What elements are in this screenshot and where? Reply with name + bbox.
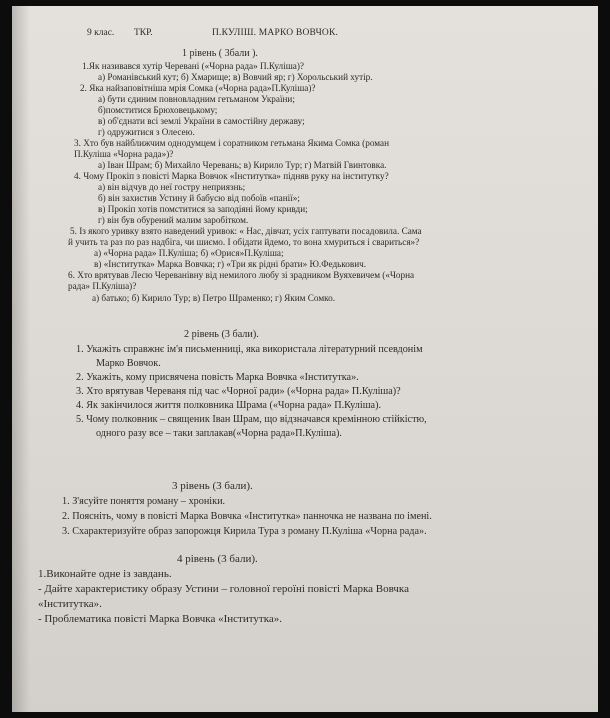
level4-title: 4 рівень (3 бали). xyxy=(177,553,258,565)
q6-options: а) батько; б) Кирило Тур; в) Петро Шраменко; г) Яким Сомко. xyxy=(92,293,336,303)
level3-title: 3 рівень (3 бали). xyxy=(172,480,253,492)
q4-option-b: б) він захистив Устину й бабусю від побоїв «панії»; xyxy=(98,193,300,203)
q6-text: 6. Хто врятував Лесю Череванівну від немилого любу зі зрадником Вуяхевичем («Чорна xyxy=(68,270,415,280)
l2-q5-text-cont: одного разу все – таки заплакав(«Чорна рада»П.Куліша). xyxy=(96,428,342,439)
q4-text: 4. Чому Прокіп з повісті Марка Вовчок «Інститутка» підняв руку на інститутку? xyxy=(74,171,389,181)
l4-option-1: - Дайте характеристику образу Устини – головної героїні повісті Марка Вовчка xyxy=(38,583,409,595)
q2-option-b: б)помститися Брюховецькому; xyxy=(98,105,218,115)
q6-text-cont: рада» П.Куліша)? xyxy=(68,281,137,291)
grade-label: 9 клас. xyxy=(87,28,115,38)
q2-option-d: г) одружитися з Олесею. xyxy=(98,127,195,137)
test-type-label: ТКР. xyxy=(134,28,153,38)
q2-text: 2. Яка найзаповітніша мрія Сомка («Чорна рада»П.Куліша)? xyxy=(80,83,316,93)
q4-option-c: в) Прокіп хотів помститися за заподіяні йому кривди; xyxy=(98,204,308,214)
l2-q3-text: 3. Хто врятував Череваня під час «Чорної ради» («Чорна рада» П.Куліша)? xyxy=(76,386,401,397)
l2-q2-text: 2. Укажіть, кому присвячена повість Марка Вовчка «Інститутка». xyxy=(76,372,359,383)
q5-text: 5. Із якого уривку взято наведений уривок: « Нас, дівчат, усіх гаптувати посадовила. Сама xyxy=(70,226,422,236)
l2-q1-text: 1. Укажіть справжнє ім'я письменниці, яка використала літературний псевдонім xyxy=(76,344,423,355)
l3-q2-text: 2. Поясніть, чому в повісті Марка Вовчка «Інститутка» панночка не названа по імені. xyxy=(62,511,432,522)
l3-q1-text: 1. З'ясуйте поняття роману – хроніки. xyxy=(62,496,226,507)
l2-q4-text: 4. Як закінчилося життя полковника Шрама («Чорна рада» П.Куліша). xyxy=(76,400,382,411)
q2-option-c: в) об'єднати всі землі України в самостійну державу; xyxy=(98,116,305,126)
q5-text-cont: й учить та раз по раз надбіга, чи шиємо. І обідати йдемо, то вона хмуриться і свариться»? xyxy=(68,237,420,247)
q4-option-a: а) він відчув до неї гостру неприязнь; xyxy=(98,182,246,192)
q1-text: 1.Як називався хутір Черевані («Чорна рада» П.Куліша)? xyxy=(82,61,304,71)
q3-options: а) Іван Шрам; б) Михайло Черевань; в) Кирило Тур; г) Матвій Гвинтовка. xyxy=(98,160,387,170)
q4-option-d: г) він був обурений малим заробітком. xyxy=(98,215,249,225)
q2-option-a: а) бути єдиним повновладним гетьманом України; xyxy=(98,94,295,104)
l2-q5-text: 5. Чому полковник – священик Іван Шрам, що відзначався кремінною стійкістю, xyxy=(76,414,427,425)
test-title: П.КУЛІШ. МАРКО ВОВЧОК. xyxy=(212,28,339,38)
q3-text-cont: П.Куліша «Чорна рада»)? xyxy=(74,149,174,159)
l3-q3-text: 3. Схарактеризуйте образ запорожця Кирила Тура з роману П.Куліша «Чорна рада». xyxy=(62,526,427,537)
l4-option-1-cont: «Інститутка». xyxy=(38,598,102,610)
level2-title: 2 рівень (3 бали). xyxy=(184,329,259,340)
q5-options-cd: в) «Інститутка» Марка Вовчка; г) «Три як рідні брати» Ю.Федькович. xyxy=(94,259,367,269)
test-sheet xyxy=(12,6,598,712)
l2-q1-text-cont: Марко Вовчок. xyxy=(96,358,161,369)
l4-option-2: - Проблематика повісті Марка Вовчка «Інститутка». xyxy=(38,613,283,625)
q1-options: а) Романівський кут; б) Хмарище; в) Вовчий яр; г) Хорольський хутір. xyxy=(98,72,373,82)
level1-title: 1 рівень ( 3бали ). xyxy=(182,48,258,59)
q5-options-ab: а) «Чорна рада» П.Куліша; б) «Орися»П.Куліша; xyxy=(94,248,284,258)
q3-text: 3. Хто був найближчим однодумцем і соратником гетьмана Якима Сомка (роман xyxy=(74,138,389,148)
l4-task-intro: 1.Виконайте одне із завдань. xyxy=(38,568,172,580)
